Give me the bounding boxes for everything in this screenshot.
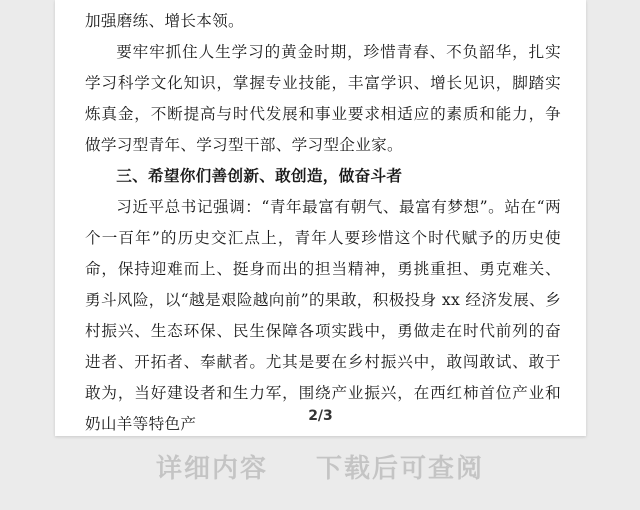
paragraph-study: 要牢牢抓住人生学习的黄金时期，珍惜青春、不负韶华，扎实学习科学文化知识，掌握专业技能，丰富学识、增长见识，脚踏实炼真金，不断提高与时代发展和事业要求相适应的素质和能力，争做学习型青年、学习型干部、学习型企业家。	[85, 43, 561, 154]
document-page	[55, 0, 586, 436]
paragraph-continuation: 加强磨练、增长本领。	[85, 12, 244, 30]
document-body	[85, 6, 561, 436]
banner-detail-text: 详细内容	[155, 454, 268, 484]
paragraph-innovation: 习近平总书记强调：“青年最富有朝气、最富有梦想”。站在“两个一百年”的历史交汇点上，青年人要珍惜这个时代赋予的历史使命，保持迎难而上、挺身而出的担当精神，勇挑重担、勇克难关、勇斗风险，以“越是艰险越向前”的果敢，积极投身 xx 经济发展、乡村振兴、生态环保、民生保障各项实践中，勇做走在时代前列的奋进者、开拓者、奉献者。尤其是要在乡村振兴中，敢闯敢试、敢于敢为，当好建设者和生力军，围绕产业振兴，在西红柿首位产业和奶山羊等特色产	[85, 198, 561, 433]
page-number: 2/3	[308, 408, 333, 424]
section-heading-3: 三、希望你们善创新、敢创造，做奋斗者	[116, 167, 403, 185]
banner-download-text: 下载后可查阅	[316, 454, 485, 484]
download-banner	[0, 448, 640, 488]
